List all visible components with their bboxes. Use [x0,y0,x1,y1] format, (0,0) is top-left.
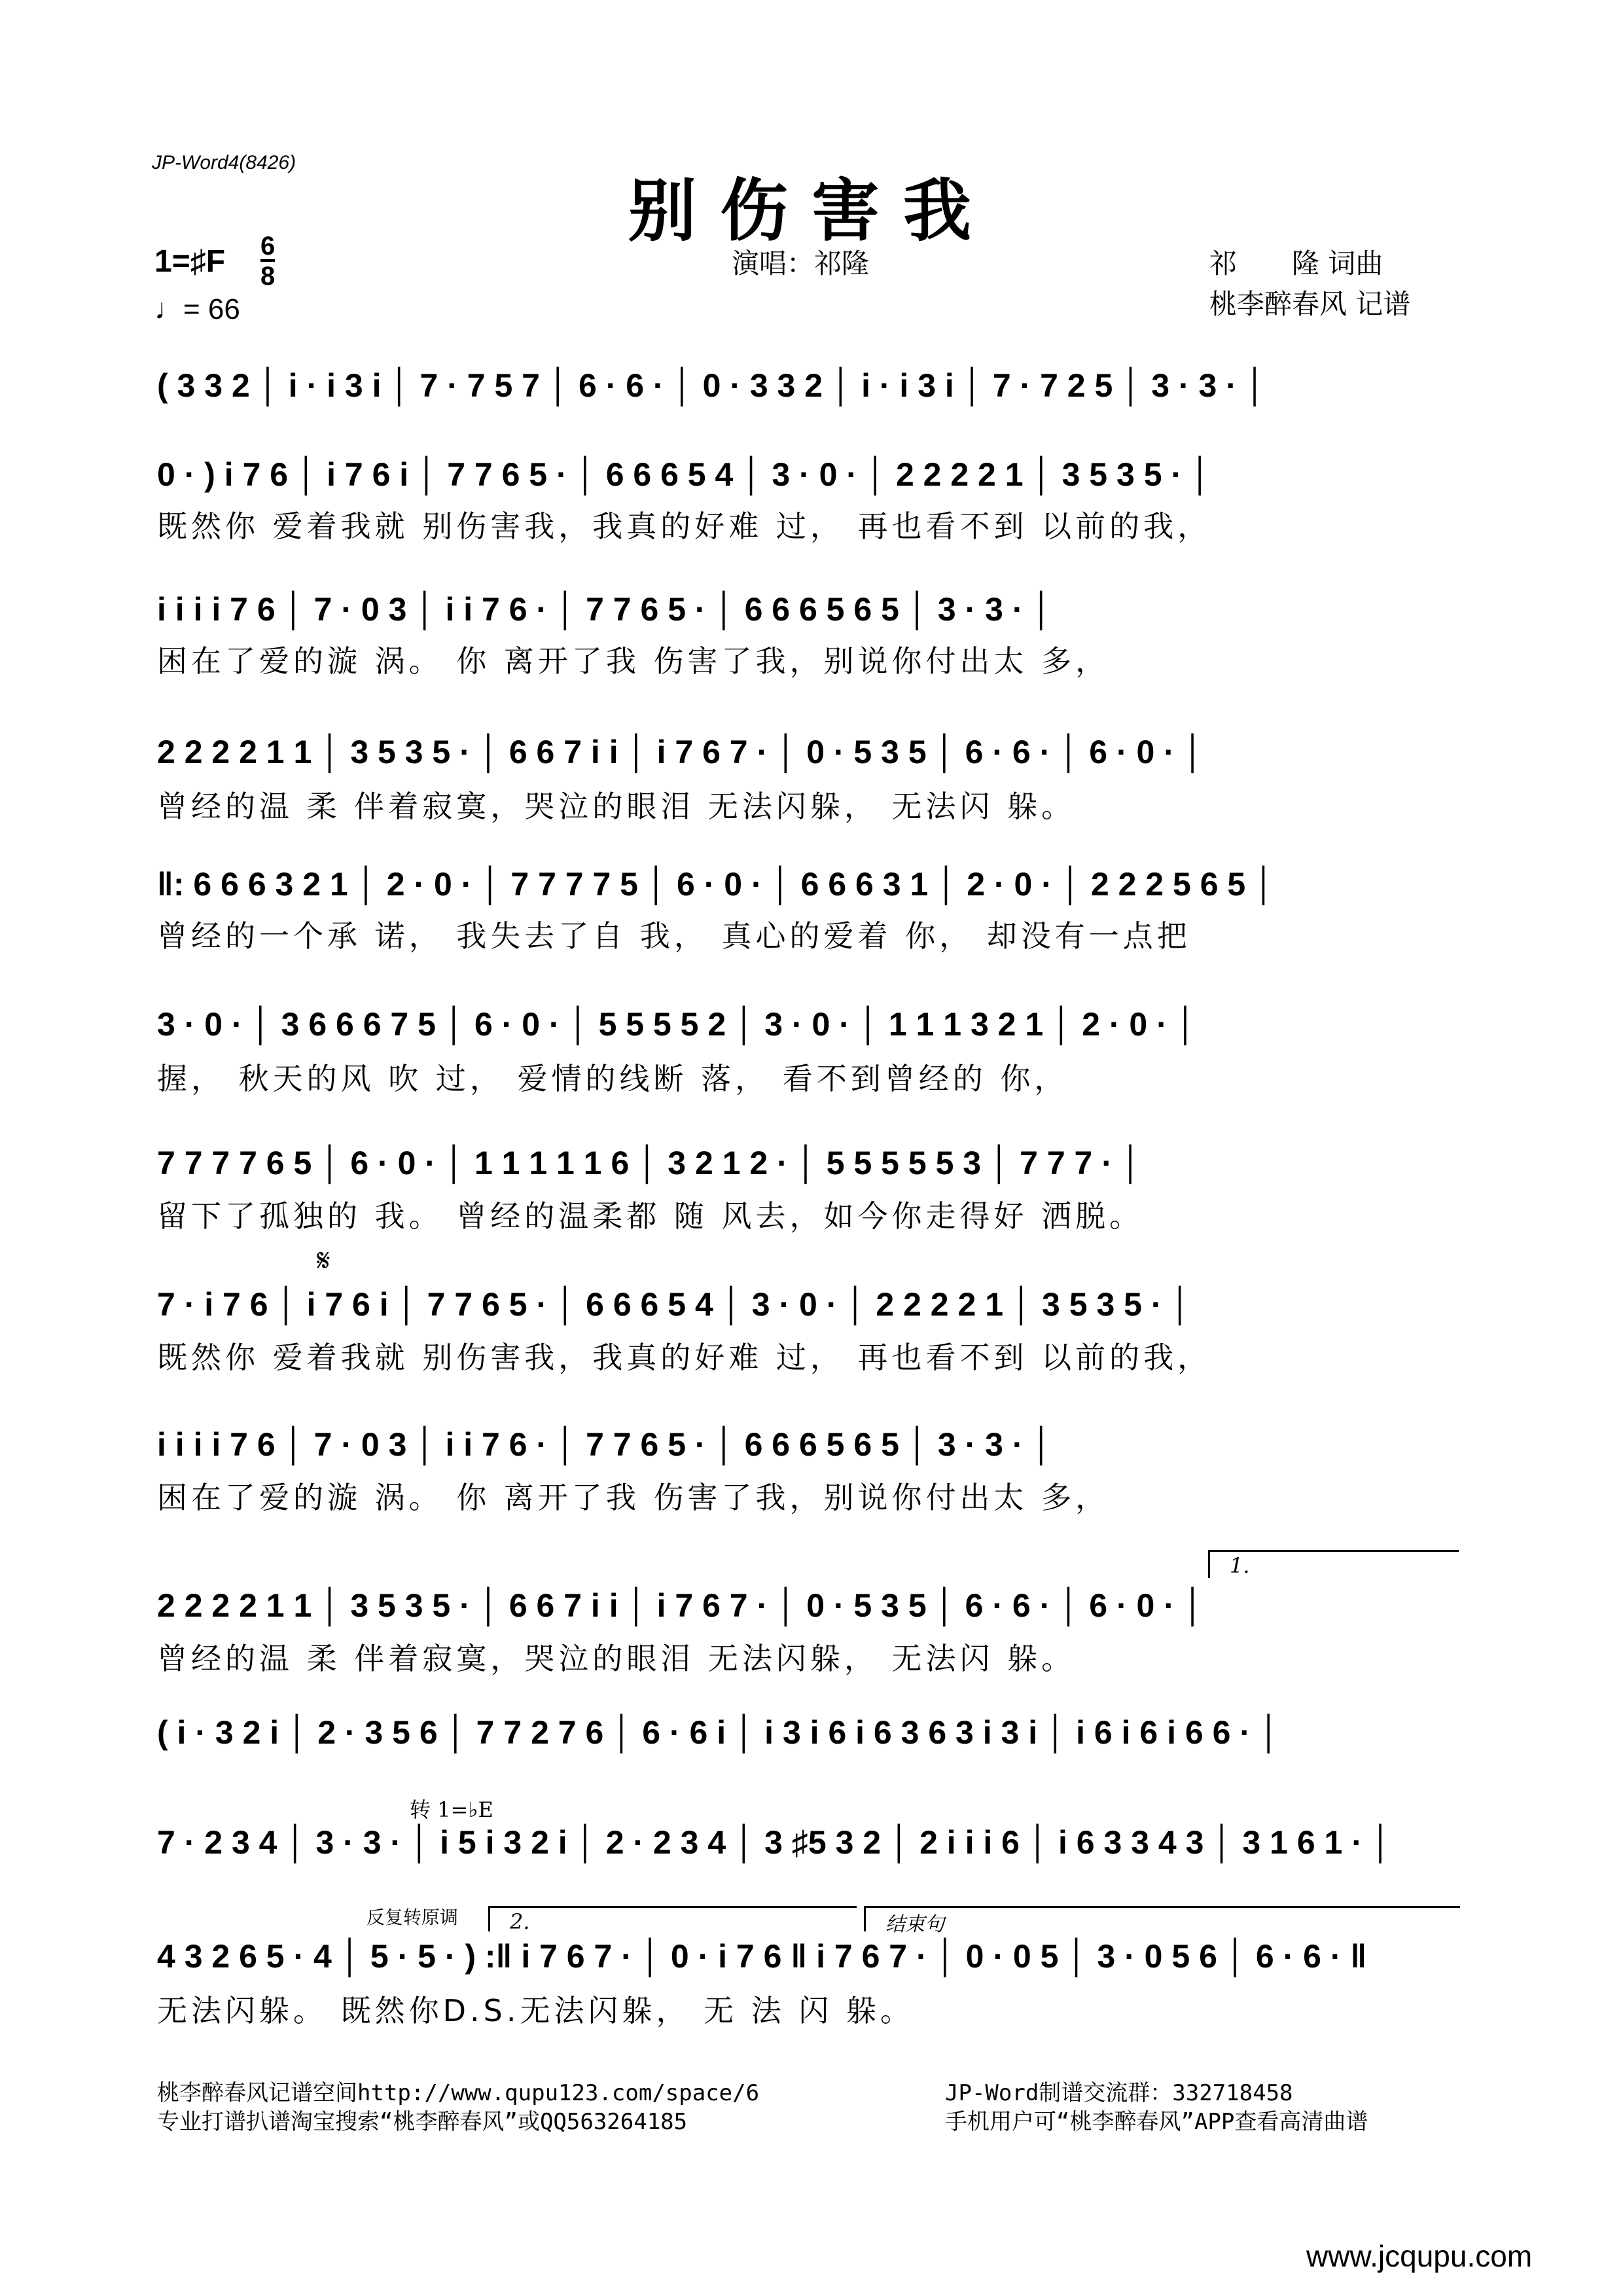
lyrics-line: 留下了孤独的 我。 曾经的温柔都 随 风去，如今你走得好 洒脱。 [157,1198,1144,1234]
time-signature-top: 6 [260,232,276,260]
music-system-11 [157,1713,1472,1766]
notation-line: 0 · ) i 7 6 │ i 7 6 i │ 7 7 6 5 · │ 6 6 6 5 4 │ 3 · 0 · │ 2 2 2 2 1 │ 3 5 3 5 · │ [157,456,1212,493]
ending-bracket [864,1906,1460,1936]
music-system-1 [157,367,1472,419]
footer-left-line-1: 桃李醉春风记谱空间http://www.qupu123.com/space/6 [157,2080,760,2106]
transcriber-credit: 桃李醉春风 记谱 [1209,288,1411,320]
notation-line: i i i i 7 6 │ 7 · 0 3 │ i i 7 6 · │ 7 7 6 5 · │ 6 6 6 5 6 5 │ 3 · 3 · │ [157,591,1053,628]
volta-1-label: 1. [1230,1553,1250,1578]
volta-1-bracket [1208,1550,1459,1578]
music-system-13 [157,1937,1472,2036]
notation-line: ( i · 3 2 i │ 2 · 3 5 6 │ 7 7 2 7 6 │ 6 · 6 i │ i 3 i 6 i 6 3 6 3 i 3 i │ i 6 i 6 i 6 6 · │ [157,1714,1281,1751]
lyrics-line: 既然你 爱着我就 别伤害我，我真的好难 过， 再也看不到 以前的我， [157,1340,1212,1375]
notation-line: ‖: 6 6 6 3 2 1 │ 2 · 0 · │ 7 7 7 7 5 │ 6 · 0 · │ 6 6 6 3 1 │ 2 · 0 · │ 2 2 2 5 6 5 │ [157,866,1275,903]
singer-credit: 演唱：祁隆 [732,247,870,279]
volta-2-label: 2. [510,1909,530,1934]
music-system-6 [157,1005,1472,1103]
music-system-4 [157,733,1472,831]
notation-line: 7 · i 7 6 │ i 7 6 i │ 7 7 6 5 · │ 6 6 6 5 4 │ 3 · 0 · │ 2 2 2 2 1 │ 3 5 3 5 · │ [157,1286,1192,1323]
notation-line: 3 · 0 · │ 3 6 6 6 7 5 │ 6 · 0 · │ 5 5 5 5 2 │ 3 · 0 · │ 1 1 1 3 2 1 │ 2 · 0 · │ [157,1006,1197,1043]
notation-line: ( 3 3 2 │ i · i 3 i │ 7 · 7 5 7 │ 6 · 6 · │ 0 · 3 3 2 │ i · i 3 i │ 7 · 7 2 5 │ 3 · 3 · │ [157,367,1267,404]
page-title: 别伤害我 [628,170,995,251]
notation-line: 2 2 2 2 1 1 │ 3 5 3 5 · │ 6 6 7 i i │ i 7 6 7 · │ 0 · 5 3 5 │ 6 · 6 · │ 6 · 0 · │ [157,734,1205,770]
software-label: JP-Word4(8426) [152,152,296,173]
music-system-3 [157,590,1472,689]
music-system-8 [157,1285,1472,1384]
lyrics-line: 曾经的温 柔 伴着寂寞，哭泣的眼泪 无法闪躲， 无法闪 躲。 [157,1641,1076,1676]
music-system-2 [157,456,1472,554]
lyrics-line: 无法闪躲。 既然你D.S.无法闪躲， 无 法 闪 躲。 [157,1993,914,2028]
notation-line: 7 7 7 7 6 5 │ 6 · 0 · │ 1 1 1 1 1 6 │ 3 2 1 2 · │ 5 5 5 5 5 3 │ 7 7 7 · │ [157,1145,1143,1181]
tempo-marking: ♩= 66 [154,293,240,325]
footer-right-line-2: 手机用户可“桃李醉春风”APP查看高清曲谱 [945,2109,1368,2135]
footer-right-line-1: JP-Word制谱交流群：332718458 [945,2080,1293,2106]
lyrics-line: 曾经的温 柔 伴着寂寞，哭泣的眼泪 无法闪躲， 无法闪 躲。 [157,789,1076,824]
music-system-10 [157,1587,1472,1685]
lyrics-line: 既然你 爱着我就 别伤害我，我真的好难 过， 再也看不到 以前的我， [157,509,1212,544]
notation-line: 4 3 2 6 5 · 4 │ 5 · 5 · ) :‖ i 7 6 7 · │ 0 · i 7 6 ‖ i 7 6 7 · │ 0 · 0 5 │ 3 · 0 5 6 │ 6 · 6 · ‖ [157,1938,1367,1975]
music-system-5 [157,865,1472,963]
music-system-12 [157,1823,1472,1876]
return-key-mark: 反复转原调 [366,1907,459,1928]
notation-line: 2 2 2 2 1 1 │ 3 5 3 5 · │ 6 6 7 i i │ i 7 6 7 · │ 0 · 5 3 5 │ 6 · 6 · │ 6 · 0 · │ [157,1587,1205,1624]
lyrics-line: 困在了爱的漩 涡。 你 离开了我 伤害了我，别说你付出太 多， [157,643,1110,679]
footer-left-line-2: 专业打谱扒谱淘宝搜索“桃李醉春风”或QQ563264185 [157,2109,688,2135]
lyrics-line: 曾经的一个承 诺， 我失去了自 我， 真心的爱着 你， 却没有一点把 [157,918,1191,954]
notation-line: i i i i 7 6 │ 7 · 0 3 │ i i 7 6 · │ 7 7 6 5 · │ 6 6 6 5 6 5 │ 3 · 3 · │ [157,1426,1053,1463]
music-system-9 [157,1426,1472,1524]
key-change-mark: 转 1=♭E [410,1797,493,1822]
ending-label: 结束句 [885,1913,944,1936]
lyrics-line: 困在了爱的漩 涡。 你 离开了我 伤害了我，别说你付出太 多， [157,1480,1110,1515]
notation-line: 7 · 2 3 4 │ 3 · 3 · │ i 5 i 3 2 i │ 2 · 2 3 4 │ 3 ♯5 3 2 │ 2 i i i 6 │ i 6 3 3 4 3 │ 3 1 6 1 · │ [157,1824,1393,1861]
key-signature: 1=♯F [154,244,226,279]
site-watermark: www.jcqupu.com [1306,2239,1533,2273]
time-signature-bottom: 8 [260,262,276,291]
lyrics-line: 握， 秋天的风 吹 过， 爱情的线断 落， 看不到曾经的 你， [157,1061,1069,1096]
segno-sign: 𝄋 [317,1242,330,1279]
volta-2-bracket [488,1906,857,1934]
composer-credit: 祁 隆 词曲 [1209,247,1383,279]
music-system-7 [157,1144,1472,1242]
